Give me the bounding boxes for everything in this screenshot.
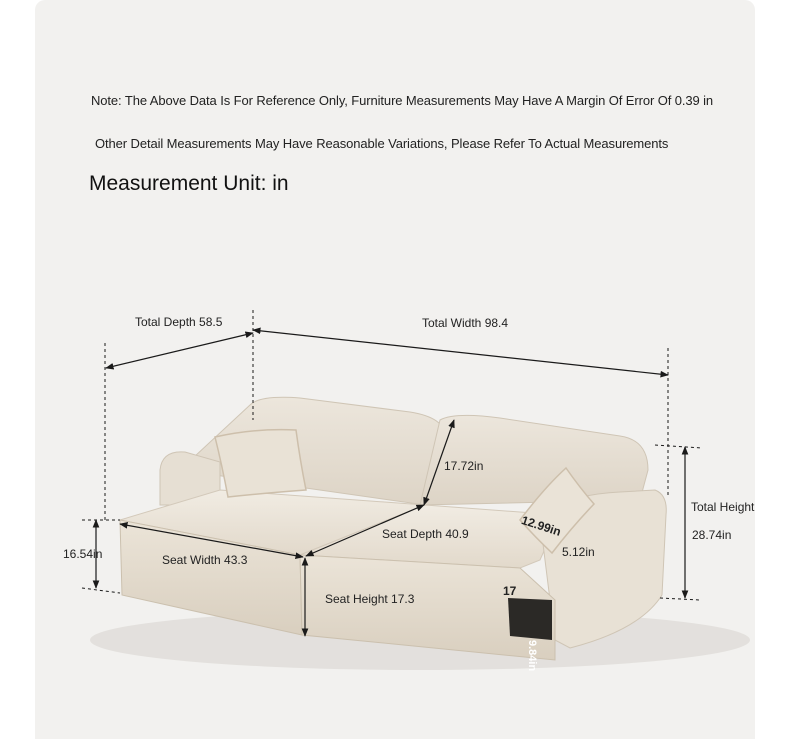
back-height-label: 17.72in <box>444 459 484 473</box>
total-depth-label: Total Depth 58.5 <box>135 315 223 329</box>
base-width-label: 17 <box>503 584 517 598</box>
note-line-2: Other Detail Measurements May Have Reasonable Variations, Please Refer To Actual Measurements <box>95 136 669 151</box>
seat-height-label: Seat Height 17.3 <box>325 592 415 606</box>
total-width-label: Total Width 98.4 <box>422 316 509 330</box>
measurement-unit-heading: Measurement Unit: in <box>89 172 289 195</box>
pillow-left <box>215 430 306 497</box>
base-height-label: 9.84in <box>526 640 538 672</box>
side-height-label: 16.54in <box>63 547 103 561</box>
arm-width-label: 5.12in <box>562 545 595 559</box>
total-height-value: 28.74in <box>692 528 732 542</box>
seat-width-label: Seat Width 43.3 <box>162 553 248 567</box>
arm-length-label: 12.99in <box>519 513 563 539</box>
seat-depth-label: Seat Depth 40.9 <box>382 527 469 541</box>
sofa-base-recess <box>508 598 552 640</box>
note-line-1: Note: The Above Data Is For Reference Only, Furniture Measurements May Have A Margin Of Error Of 0.39 in <box>91 93 714 108</box>
total-height-label: Total Height <box>691 500 755 514</box>
